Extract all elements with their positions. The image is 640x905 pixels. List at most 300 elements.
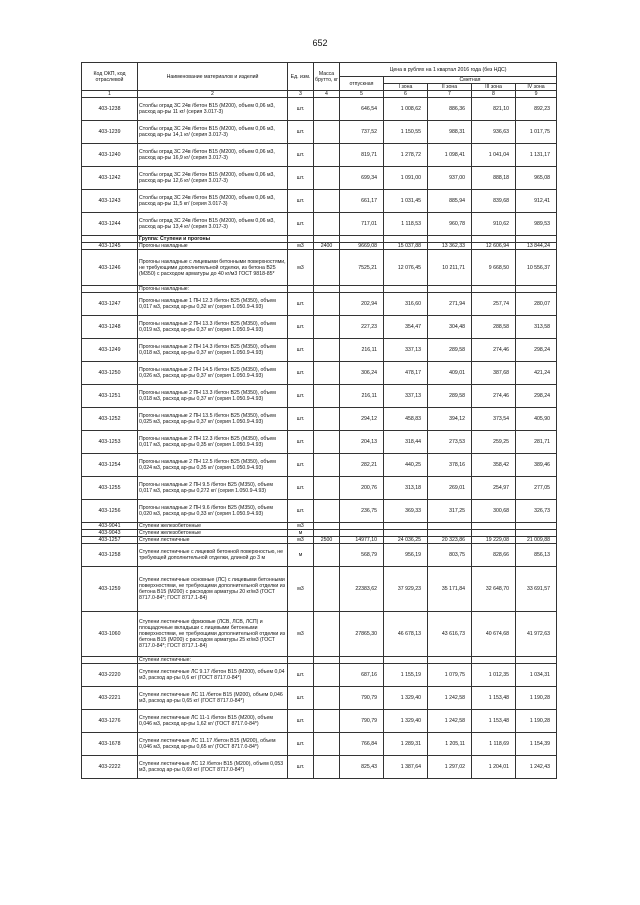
row-zone-1-price: 1 031,45 bbox=[384, 190, 428, 213]
row-zone-4-price: 421,24 bbox=[516, 362, 557, 385]
row-release-price: 306,24 bbox=[340, 362, 384, 385]
row-release-price: 204,13 bbox=[340, 431, 384, 454]
row-unit: шт. bbox=[288, 500, 314, 523]
row-zone-3-price bbox=[472, 236, 516, 243]
row-zone-3-price: 936,63 bbox=[472, 121, 516, 144]
row-zone-4-price bbox=[516, 286, 557, 293]
row-mass bbox=[314, 316, 340, 339]
header-release: отпускная bbox=[340, 77, 384, 91]
row-zone-4-price: 280,07 bbox=[516, 293, 557, 316]
row-zone-2-price: 803,75 bbox=[428, 544, 472, 567]
row-mass bbox=[314, 213, 340, 236]
row-name: Прогоны накладные 2 ПН 13.5 /бетон В25 (М350), объем 0,025 м3, расход ар-ры 0,37 кг/ (серия 1.050.9-4.93) bbox=[138, 408, 288, 431]
row-zone-3-price: 19 229,08 bbox=[472, 537, 516, 544]
row-zone-1-price: 318,44 bbox=[384, 431, 428, 454]
row-zone-4-price bbox=[516, 236, 557, 243]
row-zone-3-price: 9 668,50 bbox=[472, 250, 516, 286]
row-release-price: 819,71 bbox=[340, 144, 384, 167]
header-price: Цена в рублях на 1 квартал 2016 года (без НДС) bbox=[340, 63, 557, 77]
row-zone-2-price: 269,01 bbox=[428, 477, 472, 500]
row-zone-2-price: 988,31 bbox=[428, 121, 472, 144]
row-unit: м bbox=[288, 544, 314, 567]
row-name: Ступени лестничные с лицевой бетонной поверхностью, не требующей дополнительной отделки, длиной до 3 м bbox=[138, 544, 288, 567]
row-mass bbox=[314, 236, 340, 243]
row-zone-3-price bbox=[472, 523, 516, 530]
index-cell: 9 bbox=[516, 91, 557, 98]
table-row bbox=[82, 567, 557, 612]
table-row bbox=[82, 530, 557, 537]
row-name: Ступени железобетонные bbox=[138, 530, 288, 537]
table-row bbox=[82, 537, 557, 544]
row-unit bbox=[288, 236, 314, 243]
row-zone-3-price: 12 606,94 bbox=[472, 243, 516, 250]
row-zone-1-price: 37 929,23 bbox=[384, 567, 428, 612]
row-release-price: 825,43 bbox=[340, 756, 384, 779]
row-zone-4-price: 13 844,24 bbox=[516, 243, 557, 250]
row-code bbox=[82, 657, 138, 664]
price-table bbox=[81, 62, 557, 779]
row-zone-4-price: 989,53 bbox=[516, 213, 557, 236]
row-unit: шт. bbox=[288, 477, 314, 500]
row-code: 403-9043 bbox=[82, 530, 138, 537]
row-zone-1-price: 12 076,45 bbox=[384, 250, 428, 286]
header-unit: Ед. изм. bbox=[288, 63, 314, 91]
row-zone-3-price: 254,97 bbox=[472, 477, 516, 500]
table-row bbox=[82, 339, 557, 362]
table-body bbox=[82, 98, 557, 779]
row-unit: шт. bbox=[288, 167, 314, 190]
row-name: Столбы оград 3С 24в /бетон В15 (М200), объем 0,06 м3, расход ар-ры 11 кг/ (серия 3.017-3) bbox=[138, 98, 288, 121]
row-code: 403-1248 bbox=[82, 316, 138, 339]
row-mass bbox=[314, 362, 340, 385]
table-row bbox=[82, 121, 557, 144]
row-unit: шт. bbox=[288, 213, 314, 236]
table-row bbox=[82, 293, 557, 316]
row-code: 403-1250 bbox=[82, 362, 138, 385]
row-zone-2-price bbox=[428, 286, 472, 293]
row-release-price: 790,79 bbox=[340, 687, 384, 710]
row-name: Ступени лестничные ЛС 11-1 /бетон В15 (М200), объем 0,046 м3, расход ар-ры 1,62 кг/ (ГОСТ 8717.0-84*) bbox=[138, 710, 288, 733]
row-release-price: 790,79 bbox=[340, 710, 384, 733]
row-release-price bbox=[340, 286, 384, 293]
table-row bbox=[82, 756, 557, 779]
row-mass bbox=[314, 144, 340, 167]
row-release-price: 216,11 bbox=[340, 385, 384, 408]
row-zone-2-price: 378,16 bbox=[428, 454, 472, 477]
row-zone-1-price: 1 118,53 bbox=[384, 213, 428, 236]
row-release-price: 22383,62 bbox=[340, 567, 384, 612]
row-code: 403-2220 bbox=[82, 664, 138, 687]
row-zone-3-price: 32 648,70 bbox=[472, 567, 516, 612]
table-row bbox=[82, 664, 557, 687]
row-zone-2-price: 1 297,02 bbox=[428, 756, 472, 779]
row-zone-2-price: 271,94 bbox=[428, 293, 472, 316]
row-mass bbox=[314, 98, 340, 121]
row-unit: м3 bbox=[288, 567, 314, 612]
row-zone-1-price: 15 037,88 bbox=[384, 243, 428, 250]
index-cell: 4 bbox=[314, 91, 340, 98]
row-zone-1-price bbox=[384, 286, 428, 293]
table-row bbox=[82, 544, 557, 567]
row-zone-1-price: 1 387,64 bbox=[384, 756, 428, 779]
index-cell: 5 bbox=[340, 91, 384, 98]
row-zone-4-price: 1 017,75 bbox=[516, 121, 557, 144]
row-name: Ступени лестничные ЛС 11.17 /бетон В15 (М200), объем 0,046 м3, расход ар-ры 0,65 кг/ (ГОСТ 8717.0-84*) bbox=[138, 733, 288, 756]
row-name: Прогоны накладные 2 ПН 14.5 /бетон В25 (М350), объем 0,026 м3, расход ар-ры 0,37 кг/ (серия 1.050.9-4.93) bbox=[138, 362, 288, 385]
index-cell: 2 bbox=[138, 91, 288, 98]
row-unit bbox=[288, 286, 314, 293]
row-name: Прогоны накладные bbox=[138, 243, 288, 250]
row-mass bbox=[314, 544, 340, 567]
row-release-price: 568,79 bbox=[340, 544, 384, 567]
row-name: Ступени лестничные ЛС 9.17 /бетон В15 (М200), объем 0,04 м3, расход ар-ры 0,6 кг/ (ГОСТ 8717.0-84*) bbox=[138, 664, 288, 687]
row-zone-3-price: 274,46 bbox=[472, 385, 516, 408]
row-release-price: 766,84 bbox=[340, 733, 384, 756]
row-zone-2-price: 1 079,75 bbox=[428, 664, 472, 687]
row-unit: шт. bbox=[288, 98, 314, 121]
row-unit: м3 bbox=[288, 612, 314, 657]
row-code: 403-1246 bbox=[82, 250, 138, 286]
row-name: Столбы оград 3С 24в /бетон В15 (М200), объем 0,06 м3, расход ар-ры 16,9 кг/ (серия 3.017-3) bbox=[138, 144, 288, 167]
row-zone-4-price: 389,46 bbox=[516, 454, 557, 477]
row-zone-3-price: 1 204,01 bbox=[472, 756, 516, 779]
table-row bbox=[82, 408, 557, 431]
table-row bbox=[82, 286, 557, 293]
row-zone-2-price: 960,78 bbox=[428, 213, 472, 236]
row-code: 403-1256 bbox=[82, 500, 138, 523]
row-name: Столбы оград 3С 24в /бетон В15 (М200), объем 0,06 м3, расход ар-ры 13,4 кг/ (серия 3.017-3) bbox=[138, 213, 288, 236]
row-zone-2-price: 885,94 bbox=[428, 190, 472, 213]
row-zone-2-price: 1 205,11 bbox=[428, 733, 472, 756]
row-release-price: 216,11 bbox=[340, 339, 384, 362]
row-zone-1-price: 440,25 bbox=[384, 454, 428, 477]
row-zone-2-price: 20 323,86 bbox=[428, 537, 472, 544]
row-code: 403-1251 bbox=[82, 385, 138, 408]
row-unit bbox=[288, 657, 314, 664]
row-release-price: 227,23 bbox=[340, 316, 384, 339]
row-zone-1-price: 24 036,25 bbox=[384, 537, 428, 544]
row-zone-3-price bbox=[472, 286, 516, 293]
row-release-price: 202,94 bbox=[340, 293, 384, 316]
row-release-price: 14977,10 bbox=[340, 537, 384, 544]
row-zone-2-price: 43 616,73 bbox=[428, 612, 472, 657]
table-row bbox=[82, 213, 557, 236]
row-mass bbox=[314, 385, 340, 408]
row-code: 403-1242 bbox=[82, 167, 138, 190]
row-name: Ступени лестничные ЛС 12 /бетон В15 (М200), объем 0,053 м3, расход ар-ры 0,69 кг/ (ГОСТ 8717.0-84*) bbox=[138, 756, 288, 779]
row-unit: шт. bbox=[288, 339, 314, 362]
table-row bbox=[82, 243, 557, 250]
row-code: 403-9041 bbox=[82, 523, 138, 530]
table-row bbox=[82, 733, 557, 756]
row-unit: шт. bbox=[288, 687, 314, 710]
row-code: 403-1244 bbox=[82, 213, 138, 236]
row-unit: шт. bbox=[288, 408, 314, 431]
row-zone-1-price bbox=[384, 530, 428, 537]
row-name: Столбы оград 3С 24в /бетон В15 (М200), объем 0,06 м3, расход ар-ры 11,5 кг/ (серия 3.017-3) bbox=[138, 190, 288, 213]
row-zone-4-price: 1 190,28 bbox=[516, 710, 557, 733]
row-name: Столбы оград 3С 24в /бетон В15 (М200), объем 0,06 м3, расход ар-ры 12,6 кг/ (серия 3.017-3) bbox=[138, 167, 288, 190]
row-name: Прогоны накладные 2 ПН 13.3 /бетон В25 (М350), объем 0,018 м3, расход ар-ры 0,37 кг/ (серия 1.050.9-4.93) bbox=[138, 385, 288, 408]
row-code: 403-1259 bbox=[82, 567, 138, 612]
header-estimate: Сметная bbox=[384, 77, 557, 84]
row-zone-1-price: 316,60 bbox=[384, 293, 428, 316]
row-zone-4-price: 298,24 bbox=[516, 385, 557, 408]
row-mass bbox=[314, 190, 340, 213]
row-mass bbox=[314, 710, 340, 733]
row-release-price: 687,16 bbox=[340, 664, 384, 687]
row-zone-3-price: 839,68 bbox=[472, 190, 516, 213]
row-mass bbox=[314, 500, 340, 523]
row-zone-1-price bbox=[384, 523, 428, 530]
table-row bbox=[82, 362, 557, 385]
row-zone-4-price bbox=[516, 657, 557, 664]
header-zone-4: IV зона bbox=[516, 84, 557, 91]
header-zone-2: II зона bbox=[428, 84, 472, 91]
row-code: 403-1247 bbox=[82, 293, 138, 316]
row-zone-1-price: 1 150,55 bbox=[384, 121, 428, 144]
row-zone-2-price: 304,48 bbox=[428, 316, 472, 339]
row-zone-4-price: 1 154,39 bbox=[516, 733, 557, 756]
table-row bbox=[82, 190, 557, 213]
row-name: Прогоны накладные 1 ПН 12.3 /бетон В25 (М350), объем 0,017 м3, расход ар-ры 0,32 кг/ (серия 1.050.9-4.93) bbox=[138, 293, 288, 316]
row-unit: шт. bbox=[288, 144, 314, 167]
table-row bbox=[82, 710, 557, 733]
row-unit: м bbox=[288, 530, 314, 537]
row-mass bbox=[314, 477, 340, 500]
row-zone-4-price: 298,24 bbox=[516, 339, 557, 362]
row-release-price: 717,01 bbox=[340, 213, 384, 236]
row-name: Ступени железобетонные bbox=[138, 523, 288, 530]
index-cell: 7 bbox=[428, 91, 472, 98]
row-zone-1-price bbox=[384, 657, 428, 664]
header-code: Код ОКП, код отраслевой bbox=[82, 63, 138, 91]
row-zone-4-price: 892,23 bbox=[516, 98, 557, 121]
row-mass bbox=[314, 408, 340, 431]
row-zone-2-price: 35 171,84 bbox=[428, 567, 472, 612]
row-zone-3-price: 373,54 bbox=[472, 408, 516, 431]
row-name: Прогоны накладные с лицевыми бетонными поверхностями, не требующими дополнительной отделки, из бетона В25 (М350) с расходом арматуры до 40 кг/м3 ГОСТ 9818-85* bbox=[138, 250, 288, 286]
row-zone-3-price: 910,62 bbox=[472, 213, 516, 236]
table-row bbox=[82, 477, 557, 500]
row-zone-4-price bbox=[516, 523, 557, 530]
row-zone-2-price: 10 211,71 bbox=[428, 250, 472, 286]
row-unit: шт. bbox=[288, 190, 314, 213]
header-zone-3: III зона bbox=[472, 84, 516, 91]
row-zone-2-price: 409,01 bbox=[428, 362, 472, 385]
row-zone-1-price: 313,18 bbox=[384, 477, 428, 500]
row-mass bbox=[314, 523, 340, 530]
row-zone-1-price: 478,17 bbox=[384, 362, 428, 385]
row-unit: шт. bbox=[288, 710, 314, 733]
row-name: Ступени лестничные: bbox=[138, 657, 288, 664]
row-zone-2-price: 13 362,33 bbox=[428, 243, 472, 250]
row-mass bbox=[314, 567, 340, 612]
row-name: Ступени лестничные bbox=[138, 537, 288, 544]
row-zone-3-price: 257,74 bbox=[472, 293, 516, 316]
table-row bbox=[82, 385, 557, 408]
row-zone-1-price: 1 155,19 bbox=[384, 664, 428, 687]
row-unit: шт. bbox=[288, 385, 314, 408]
row-zone-3-price: 1 153,48 bbox=[472, 710, 516, 733]
row-zone-2-price bbox=[428, 530, 472, 537]
row-zone-3-price: 40 674,68 bbox=[472, 612, 516, 657]
index-cell: 8 bbox=[472, 91, 516, 98]
row-code: 403-1258 bbox=[82, 544, 138, 567]
row-zone-4-price: 1 242,43 bbox=[516, 756, 557, 779]
row-zone-1-price: 46 678,13 bbox=[384, 612, 428, 657]
row-mass bbox=[314, 530, 340, 537]
row-zone-4-price: 41 972,63 bbox=[516, 612, 557, 657]
row-name: Прогоны накладные: bbox=[138, 286, 288, 293]
row-code: 403-1257 bbox=[82, 537, 138, 544]
row-name: Прогоны накладные 2 ПН 12.5 /бетон В25 (М350), объем 0,024 м3, расход ар-ры 0,35 кг/ (серия 1.050.9-4.93) bbox=[138, 454, 288, 477]
row-zone-2-price bbox=[428, 657, 472, 664]
row-code: 403-1254 bbox=[82, 454, 138, 477]
row-zone-2-price: 289,58 bbox=[428, 339, 472, 362]
row-release-price: 236,75 bbox=[340, 500, 384, 523]
row-zone-2-price: 394,12 bbox=[428, 408, 472, 431]
row-name: Ступени лестничные основные (ЛС) с лицевыми бетонными поверхностями, не требующими дополнительной отделки из бетона В15 (М200) с расходом арматуры 20 кг/м3 (ГОСТ 8717.0-84*; ГОСТ 8717.1-84) bbox=[138, 567, 288, 612]
row-name: Ступени лестничные ЛС 11 /бетон В15 (М200), объем 0,046 м3, расход ар-ры 0,65 кг/ (ГОСТ 8717.0-84*) bbox=[138, 687, 288, 710]
table-row bbox=[82, 316, 557, 339]
row-zone-4-price: 326,73 bbox=[516, 500, 557, 523]
row-release-price: 27865,30 bbox=[340, 612, 384, 657]
row-name: Прогоны накладные 2 ПН 13.3 /бетон В25 (М350), объем 0,019 м3, расход ар-ры 0,37 кг/ (серия 1.050.9-4.93) bbox=[138, 316, 288, 339]
row-release-price: 294,12 bbox=[340, 408, 384, 431]
row-zone-1-price: 1 278,72 bbox=[384, 144, 428, 167]
group-row bbox=[82, 236, 557, 243]
row-unit: шт. bbox=[288, 756, 314, 779]
row-name: Прогоны накладные 2 ПН 9.6 /бетон В25 (М350), объем 0,020 м3, расход ар-ры 0,33 кг/ (серия 1.050.9-4.93) bbox=[138, 500, 288, 523]
row-zone-2-price bbox=[428, 523, 472, 530]
row-zone-2-price: 937,00 bbox=[428, 167, 472, 190]
row-zone-3-price bbox=[472, 530, 516, 537]
row-unit: м3 bbox=[288, 523, 314, 530]
row-zone-3-price: 888,18 bbox=[472, 167, 516, 190]
row-unit: шт. bbox=[288, 293, 314, 316]
row-unit: шт. bbox=[288, 733, 314, 756]
row-code: 403-1060 bbox=[82, 612, 138, 657]
row-code: 403-1243 bbox=[82, 190, 138, 213]
row-zone-4-price: 21 009,88 bbox=[516, 537, 557, 544]
index-cell: 6 bbox=[384, 91, 428, 98]
row-zone-3-price: 387,68 bbox=[472, 362, 516, 385]
row-zone-4-price: 281,71 bbox=[516, 431, 557, 454]
row-zone-1-price: 1 289,31 bbox=[384, 733, 428, 756]
row-mass bbox=[314, 612, 340, 657]
row-zone-4-price: 10 556,37 bbox=[516, 250, 557, 286]
row-mass bbox=[314, 756, 340, 779]
row-release-price: 737,52 bbox=[340, 121, 384, 144]
index-cell: 1 bbox=[82, 91, 138, 98]
row-release-price bbox=[340, 530, 384, 537]
row-zone-1-price: 956,19 bbox=[384, 544, 428, 567]
page-number: 652 bbox=[312, 38, 328, 48]
row-code: 403-1240 bbox=[82, 144, 138, 167]
row-code: 403-1249 bbox=[82, 339, 138, 362]
row-release-price: 661,17 bbox=[340, 190, 384, 213]
header-name: Наименование материалов и изделий bbox=[138, 63, 288, 91]
row-code: 403-1245 bbox=[82, 243, 138, 250]
row-zone-1-price: 1 329,40 bbox=[384, 710, 428, 733]
row-zone-4-price: 33 691,57 bbox=[516, 567, 557, 612]
row-zone-2-price: 886,36 bbox=[428, 98, 472, 121]
row-mass bbox=[314, 431, 340, 454]
row-code: 403-1252 bbox=[82, 408, 138, 431]
table-row bbox=[82, 250, 557, 286]
row-zone-4-price: 277,05 bbox=[516, 477, 557, 500]
row-name: Группа: Ступени и прогоны bbox=[138, 236, 288, 243]
row-name: Ступени лестничные фризовые (ЛСВ, ЛСВ, ЛСП) и площадочные вкладыши с лицевыми бетонными поверхностями, не требующими дополнительной отделки из бетона В15 (М200) с расходом арматуры 25 кг/м3 (ГОСТ 8717.0-84*; ГОСТ 8717.1-84) bbox=[138, 612, 288, 657]
row-release-price: 7525,21 bbox=[340, 250, 384, 286]
row-code: 403-2221 bbox=[82, 687, 138, 710]
row-zone-1-price: 1 329,40 bbox=[384, 687, 428, 710]
row-zone-4-price: 912,41 bbox=[516, 190, 557, 213]
table-row bbox=[82, 431, 557, 454]
row-zone-2-price: 317,25 bbox=[428, 500, 472, 523]
row-zone-3-price: 288,58 bbox=[472, 316, 516, 339]
row-code: 403-1255 bbox=[82, 477, 138, 500]
row-mass bbox=[314, 687, 340, 710]
row-mass bbox=[314, 454, 340, 477]
row-mass bbox=[314, 286, 340, 293]
row-unit: м3 bbox=[288, 250, 314, 286]
row-code bbox=[82, 286, 138, 293]
row-name: Прогоны накладные 2 ПН 12.3 /бетон В25 (М350), объем 0,017 м3, расход ар-ры 0,35 кг/ (серия 1.050.9-4.93) bbox=[138, 431, 288, 454]
row-code: 403-1276 bbox=[82, 710, 138, 733]
table-row bbox=[82, 657, 557, 664]
row-zone-1-price: 1 008,62 bbox=[384, 98, 428, 121]
row-zone-2-price: 1 098,41 bbox=[428, 144, 472, 167]
row-zone-3-price bbox=[472, 657, 516, 664]
row-mass bbox=[314, 121, 340, 144]
row-zone-1-price: 1 091,00 bbox=[384, 167, 428, 190]
row-zone-4-price: 1 131,17 bbox=[516, 144, 557, 167]
row-zone-3-price: 1 118,69 bbox=[472, 733, 516, 756]
row-mass: 2400 bbox=[314, 243, 340, 250]
index-cell: 3 bbox=[288, 91, 314, 98]
row-zone-3-price: 1 153,48 bbox=[472, 687, 516, 710]
row-zone-1-price: 337,13 bbox=[384, 385, 428, 408]
header-mass: Масса брутто, кг bbox=[314, 63, 340, 91]
row-release-price: 646,54 bbox=[340, 98, 384, 121]
row-zone-3-price: 274,46 bbox=[472, 339, 516, 362]
row-zone-3-price: 300,68 bbox=[472, 500, 516, 523]
row-code: 403-1678 bbox=[82, 733, 138, 756]
row-zone-4-price: 1 034,31 bbox=[516, 664, 557, 687]
row-zone-2-price: 1 242,58 bbox=[428, 687, 472, 710]
row-mass: 2500 bbox=[314, 537, 340, 544]
row-unit: м3 bbox=[288, 537, 314, 544]
row-zone-3-price: 259,25 bbox=[472, 431, 516, 454]
row-zone-1-price: 369,33 bbox=[384, 500, 428, 523]
row-zone-1-price: 337,13 bbox=[384, 339, 428, 362]
row-zone-1-price: 354,47 bbox=[384, 316, 428, 339]
row-code bbox=[82, 236, 138, 243]
row-zone-4-price: 405,90 bbox=[516, 408, 557, 431]
row-unit: шт. bbox=[288, 362, 314, 385]
table-row bbox=[82, 687, 557, 710]
row-zone-2-price bbox=[428, 236, 472, 243]
row-code: 403-1239 bbox=[82, 121, 138, 144]
row-code: 403-1253 bbox=[82, 431, 138, 454]
row-zone-3-price: 1 041,04 bbox=[472, 144, 516, 167]
table-row bbox=[82, 454, 557, 477]
row-mass bbox=[314, 339, 340, 362]
row-zone-4-price: 856,13 bbox=[516, 544, 557, 567]
row-zone-1-price bbox=[384, 236, 428, 243]
